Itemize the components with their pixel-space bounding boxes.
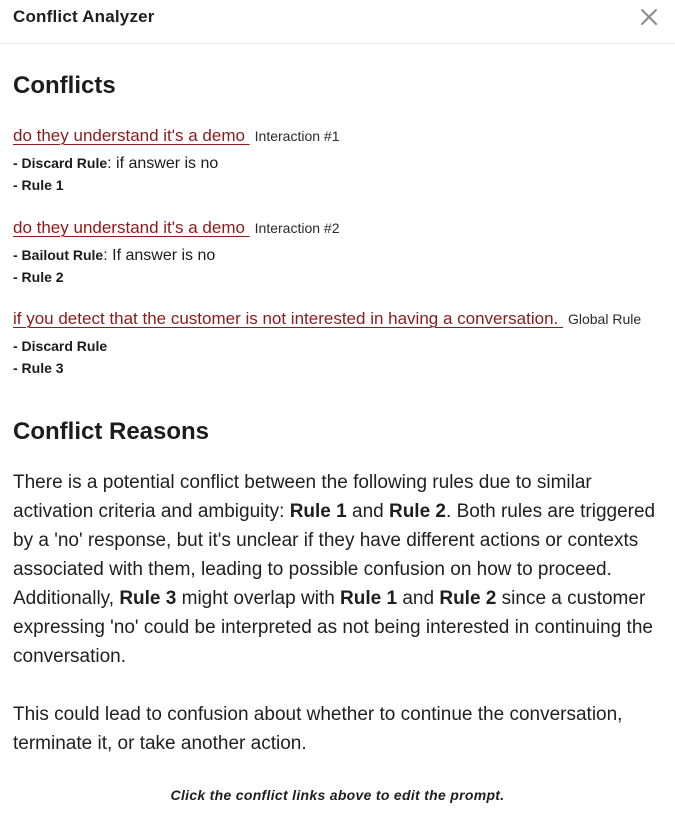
- conflict-source-tag: Interaction #2: [254, 220, 340, 236]
- conflict-reasons-heading: Conflict Reasons: [13, 418, 210, 445]
- reason-paragraph: [13, 468, 665, 671]
- conflict-rule-type: [13, 153, 665, 174]
- conflict-rule-type: [13, 245, 665, 266]
- rule-name-label: - Rule 2: [13, 269, 64, 285]
- close-icon: [638, 6, 660, 28]
- rule-type-label: - Discard Rule: [13, 155, 108, 171]
- conflict-reasons-text: [13, 468, 665, 758]
- rule-reference: Rule 1: [289, 501, 347, 522]
- reason-text: . Both rules are triggered by a 'no' response, but it's unclear if they have different actions or contexts associated with them, leading to possible confusion on how to proceed. Additionally,: [13, 501, 656, 609]
- conflict-item: [13, 309, 665, 378]
- conflicts-heading: Conflicts: [13, 72, 116, 99]
- rule-name-label: - Rule 3: [13, 360, 64, 376]
- rule-type-label: - Bailout Rule: [13, 247, 104, 263]
- rule-type-label: - Discard Rule: [13, 338, 108, 354]
- rule-reference: Rule 2: [439, 588, 497, 609]
- rule-name-label: - Rule 1: [13, 177, 64, 193]
- close-button[interactable]: [638, 6, 660, 28]
- rule-detail: : if answer is no: [107, 155, 219, 172]
- conflict-rule-name: [13, 267, 665, 287]
- rule-reference: Rule 1: [340, 588, 398, 609]
- conflict-item: [13, 218, 665, 287]
- reason-text: might overlap with: [176, 588, 341, 609]
- conflict-source-tag: Interaction #1: [254, 128, 340, 144]
- conflict-rule-name: [13, 358, 665, 378]
- conflict-link[interactable]: do they understand it's a demo: [13, 218, 250, 237]
- reason-paragraph: This could lead to confusion about whether to continue the conversation, terminate it, or take another action.: [13, 704, 623, 754]
- panel-header: [0, 0, 675, 44]
- conflict-rule-type: [13, 336, 665, 357]
- conflict-rule-name: [13, 175, 665, 195]
- reason-text: since a customer expressing 'no' could be interpreted as not being interested in continuing the conversation.: [13, 588, 653, 667]
- reason-text: and: [346, 501, 389, 522]
- reason-text: and: [397, 588, 440, 609]
- conflict-item: [13, 126, 665, 195]
- panel-title: Conflict Analyzer: [13, 7, 155, 26]
- rule-reference: Rule 2: [388, 501, 447, 522]
- footer-hint: Click the conflict links above to edit the prompt.: [170, 787, 505, 803]
- reason-text: There is a potential conflict between the following rules due to similar activation criteria and ambiguity:: [13, 472, 592, 522]
- rule-detail: : If answer is no: [103, 247, 216, 264]
- conflict-source-tag: Global Rule: [567, 311, 642, 327]
- rule-reference: Rule 3: [119, 588, 177, 609]
- conflict-link[interactable]: do they understand it's a demo: [13, 126, 250, 145]
- conflict-link[interactable]: if you detect that the customer is not interested in having a conversation.: [13, 309, 563, 328]
